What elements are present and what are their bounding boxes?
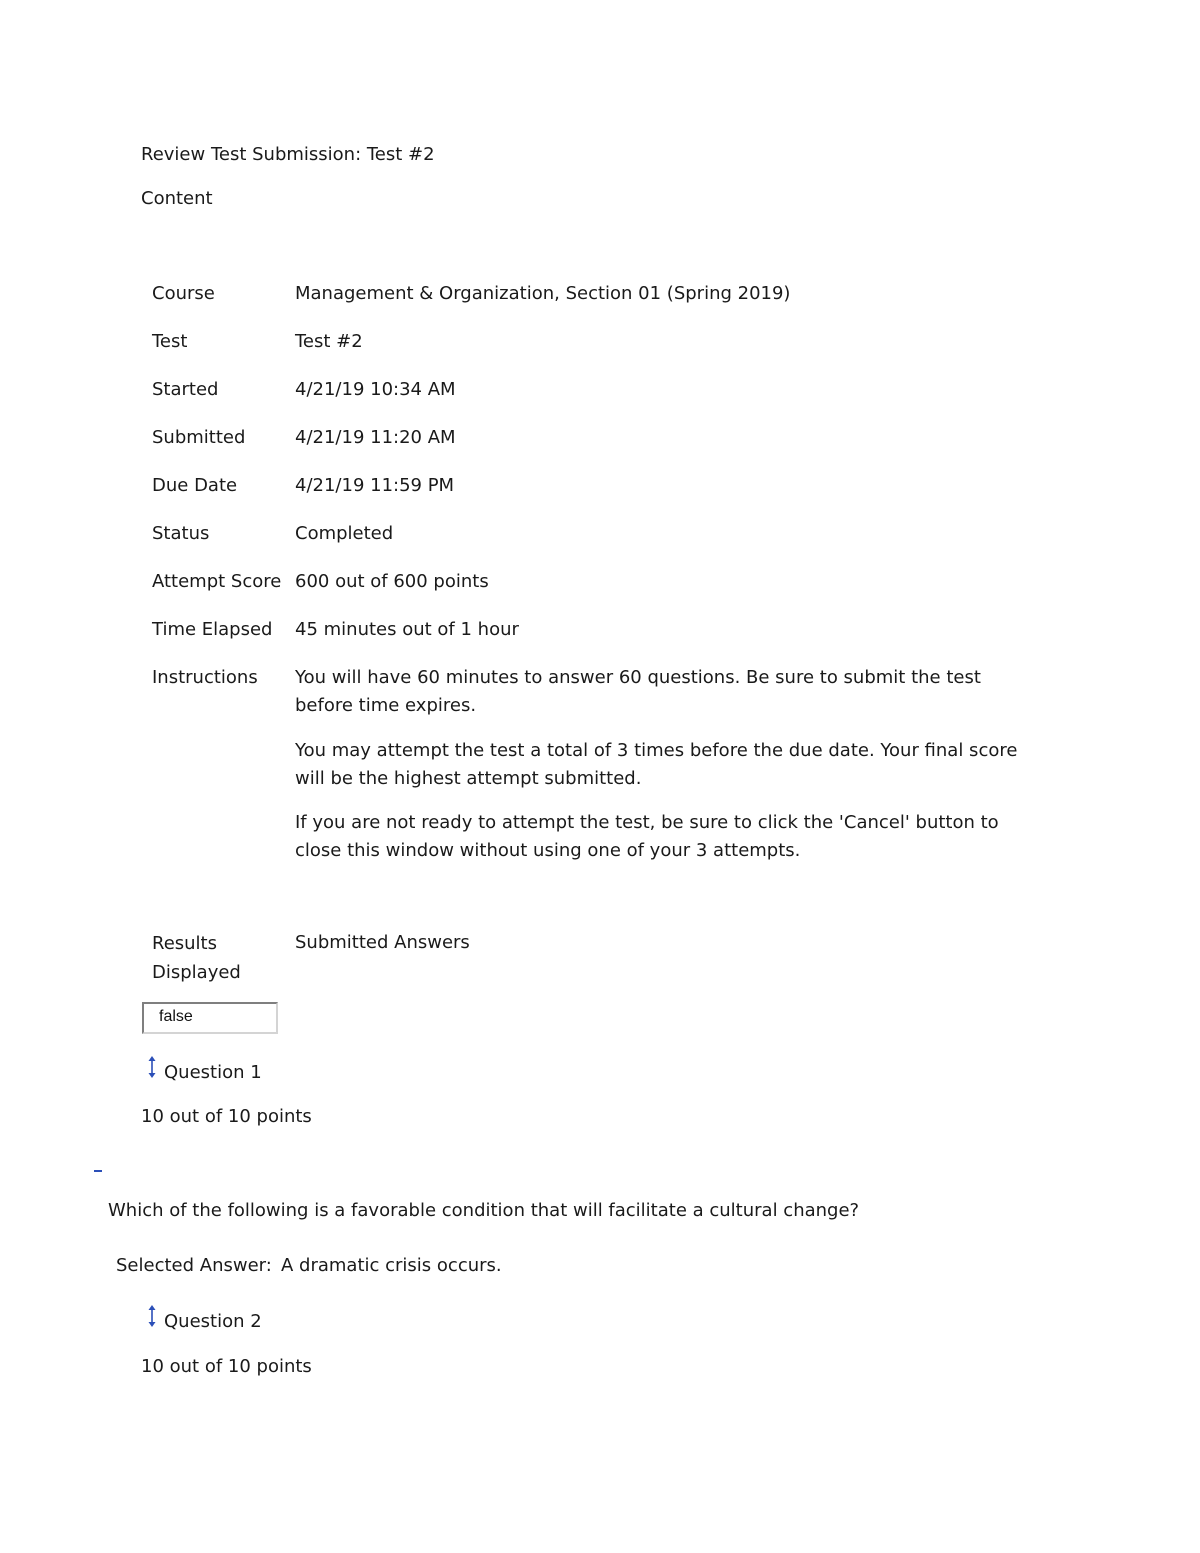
up-down-arrow-icon[interactable]: [146, 1305, 158, 1327]
divider-mark: [94, 1170, 102, 1172]
status-value: Completed: [295, 523, 394, 544]
false-field-value: false: [159, 1008, 193, 1025]
started-label: Started: [152, 379, 219, 400]
question-2-points: 10 out of 10 points: [141, 1356, 312, 1377]
false-field[interactable]: [142, 1002, 278, 1034]
time-elapsed-value: 45 minutes out of 1 hour: [295, 619, 519, 640]
instructions-paragraph-2: You may attempt the test a total of 3 times before the due date. Your final score will be the highest attempt submitted.: [295, 740, 1018, 789]
selected-answer-label: Selected Answer:: [116, 1255, 272, 1276]
content-heading: Content: [141, 188, 213, 209]
selected-answer-value: A dramatic crisis occurs.: [281, 1255, 502, 1276]
time-elapsed-label: Time Elapsed: [152, 619, 273, 640]
page-title: Review Test Submission: Test #2: [141, 144, 435, 165]
test-value: Test #2: [295, 331, 363, 352]
status-label: Status: [152, 523, 210, 544]
question-1-points: 10 out of 10 points: [141, 1106, 312, 1127]
started-value: 4/21/19 10:34 AM: [295, 379, 456, 400]
due-date-value: 4/21/19 11:59 PM: [295, 475, 455, 496]
results-displayed-value: Submitted Answers: [295, 932, 470, 953]
question-2-label: Question 2: [164, 1311, 262, 1332]
question-1-label: Question 1: [164, 1062, 262, 1083]
due-date-label: Due Date: [152, 475, 238, 496]
attempt-score-value: 600 out of 600 points: [295, 571, 489, 592]
test-label: Test: [152, 331, 188, 352]
submitted-value: 4/21/19 11:20 AM: [295, 427, 456, 448]
instructions-paragraph-3: If you are not ready to attempt the test, be sure to click the 'Cancel' button to close this window without using one of your 3 attempts.: [295, 812, 999, 861]
instructions-label: Instructions: [152, 667, 258, 688]
up-down-arrow-icon[interactable]: [146, 1056, 158, 1078]
instructions-paragraph-1: You will have 60 minutes to answer 60 questions. Be sure to submit the test before time expires.: [295, 667, 981, 716]
submitted-label: Submitted: [152, 427, 246, 448]
question-1-text: Which of the following is a favorable condition that will facilitate a cultural change?: [108, 1200, 860, 1221]
attempt-score-label: Attempt Score: [152, 571, 282, 592]
course-value: Management & Organization, Section 01 (Spring 2019): [295, 283, 791, 304]
course-label: Course: [152, 283, 215, 304]
results-displayed-label: Results Displayed: [152, 933, 241, 983]
